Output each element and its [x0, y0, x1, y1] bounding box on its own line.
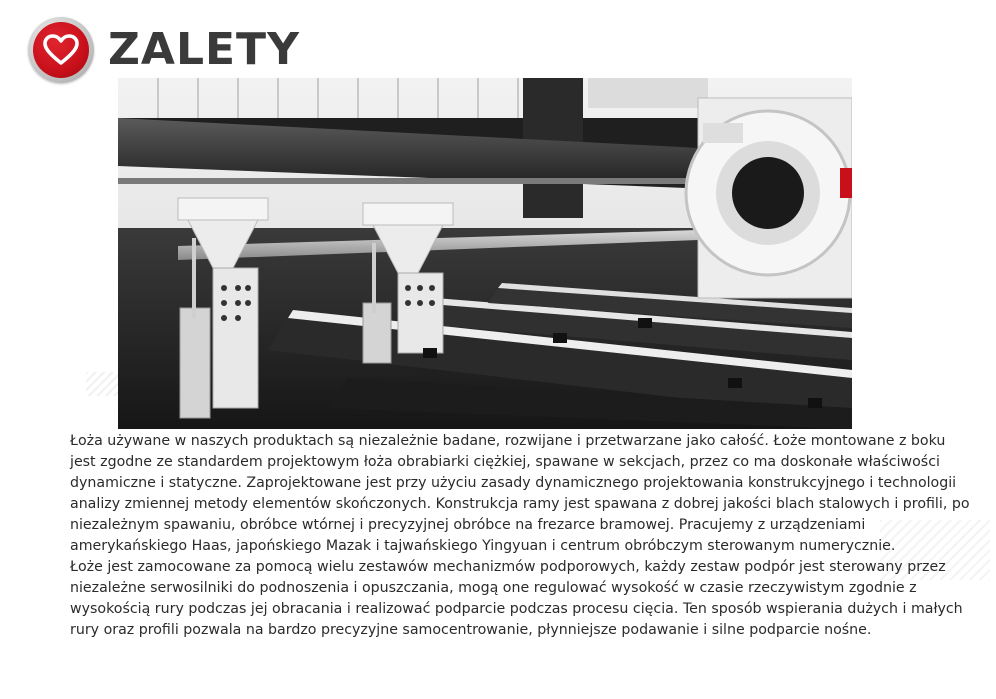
heart-badge — [28, 17, 94, 83]
page-title: ZALETY — [108, 24, 300, 75]
machine-photo — [118, 78, 852, 429]
section-header — [28, 14, 300, 86]
heart-icon — [43, 34, 79, 66]
paragraph: Łoże jest zamocowane za pomocą wielu zestawów mechanizmów podporowych, każdy zestaw podpór jest sterowany przez niezależne serwosilniki do podnoszenia i opuszczania, mogą one regulować wysokość w czasie rzeczywistym zgodnie z wysokością rury podczas jej obracania i realizować podparcie podczas procesu cięcia. Ten sposób wspierania dużych i małych rury oraz profili pozwala na bardzo precyzyjne samocentrowanie, płynniejsze podawanie i silne podparcie nośne. — [70, 559, 963, 638]
paragraph: Łoża używane w naszych produktach są niezależnie badane, rozwijane i przetwarzane jako całość. Łoże montowane z boku jest zgodne ze standardem projektowym łoża obrabiarki ciężkiej, spawane w sekcjach, przez co ma doskonałe właściwości dynamiczne i statyczne. Zaprojektowane jest przy użyciu zasady dynamicznego projektowania konstrukcyjnego i technologii analizy zmiennej metody elementów skończonych. Konstrukcja ramy jest spawana z dobrej jakości blach stalowych i profili, po niezależnym spawaniu, obróbce wtórnej i precyzyjnej obróbce na frezarce bramowej. Pracujemy z urządzeniami amerykańskiego Haas, japońskiego Mazak i tajwańskiego Yingyuan i centrum obróbczym sterowanym numerycznie. — [70, 433, 970, 554]
body-text — [70, 431, 970, 641]
